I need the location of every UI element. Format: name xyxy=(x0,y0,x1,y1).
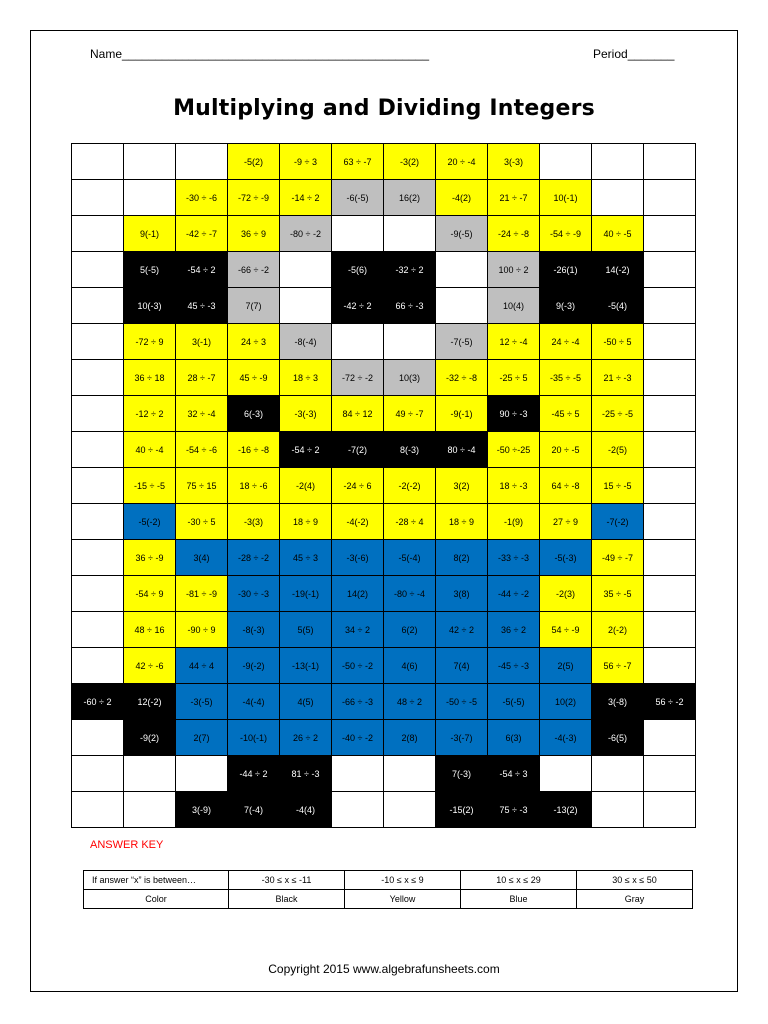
grid-cell: -2(4) xyxy=(280,468,332,504)
grid-cell: 2(5) xyxy=(540,648,592,684)
grid-cell: 14(-2) xyxy=(592,252,644,288)
grid-cell: -3(2) xyxy=(384,144,436,180)
grid-cell xyxy=(72,648,124,684)
grid-cell: -28 ÷ -2 xyxy=(228,540,280,576)
grid-cell: -50 ÷ -5 xyxy=(436,684,488,720)
grid-cell: 18 ÷ 9 xyxy=(436,504,488,540)
grid-cell: -60 ÷ 2 xyxy=(72,684,124,720)
grid-cell xyxy=(72,756,124,792)
grid-cell: 56 ÷ -2 xyxy=(644,684,696,720)
grid-cell: 49 ÷ -7 xyxy=(384,396,436,432)
grid-cell: 20 ÷ -5 xyxy=(540,432,592,468)
grid-cell: 26 ÷ 2 xyxy=(280,720,332,756)
answer-key-color-blue: Blue xyxy=(461,890,577,909)
grid-cell: 5(-5) xyxy=(124,252,176,288)
grid-cell xyxy=(592,180,644,216)
grid-cell xyxy=(384,792,436,828)
grid-cell xyxy=(72,216,124,252)
grid-cell: -80 ÷ -2 xyxy=(280,216,332,252)
period-field-label: Period_______ xyxy=(593,47,675,61)
grid-cell: -25 ÷ 5 xyxy=(488,360,540,396)
grid-cell: 36 ÷ 18 xyxy=(124,360,176,396)
grid-cell: -66 ÷ -2 xyxy=(228,252,280,288)
answer-key-range-header: If answer “x” is between… xyxy=(84,871,229,890)
grid-cell: 12(-2) xyxy=(124,684,176,720)
grid-cell: -35 ÷ -5 xyxy=(540,360,592,396)
grid-row xyxy=(72,144,696,180)
grid-cell: 3(-9) xyxy=(176,792,228,828)
grid-cell xyxy=(72,180,124,216)
grid-cell: 9(-1) xyxy=(124,216,176,252)
grid-cell xyxy=(644,432,696,468)
answer-key-color-yellow: Yellow xyxy=(345,890,461,909)
grid-cell: 36 ÷ -9 xyxy=(124,540,176,576)
grid-cell xyxy=(176,756,228,792)
grid-cell: 14(2) xyxy=(332,576,384,612)
grid-cell: 10(-1) xyxy=(540,180,592,216)
grid-cell: -4(4) xyxy=(280,792,332,828)
grid-cell: 4(5) xyxy=(280,684,332,720)
grid-cell: -44 ÷ -2 xyxy=(488,576,540,612)
grid-cell: 6(-3) xyxy=(228,396,280,432)
grid-cell xyxy=(72,540,124,576)
grid-row xyxy=(72,252,696,288)
answer-key-range-yellow: -10 ≤ x ≤ 9 xyxy=(345,871,461,890)
grid-cell xyxy=(124,144,176,180)
grid-cell: -28 ÷ 4 xyxy=(384,504,436,540)
grid-cell: -8(-4) xyxy=(280,324,332,360)
answer-key-range-row xyxy=(84,871,693,890)
grid-cell xyxy=(72,792,124,828)
grid-cell: -13(2) xyxy=(540,792,592,828)
grid-cell: -4(-2) xyxy=(332,504,384,540)
grid-cell: 18 ÷ 9 xyxy=(280,504,332,540)
grid-cell: 100 ÷ 2 xyxy=(488,252,540,288)
grid-cell: -7(2) xyxy=(332,432,384,468)
grid-cell xyxy=(72,504,124,540)
grid-cell xyxy=(644,252,696,288)
grid-cell: -7(-2) xyxy=(592,504,644,540)
answer-key-label: ANSWER KEY xyxy=(90,839,164,851)
grid-cell: 21 ÷ -7 xyxy=(488,180,540,216)
grid-row xyxy=(72,576,696,612)
grid-cell xyxy=(332,324,384,360)
grid-cell: -30 ÷ 5 xyxy=(176,504,228,540)
grid-cell: -54 ÷ 9 xyxy=(124,576,176,612)
grid-cell: -5(2) xyxy=(228,144,280,180)
grid-cell: 6(3) xyxy=(488,720,540,756)
grid-cell: -14 ÷ 2 xyxy=(280,180,332,216)
grid-cell: 6(2) xyxy=(384,612,436,648)
copyright-footer: Copyright 2015 www.algebrafunsheets.com xyxy=(268,962,500,976)
grid-cell: 18 ÷ 3 xyxy=(280,360,332,396)
grid-cell: -40 ÷ -2 xyxy=(332,720,384,756)
grid-cell: -50 ÷-25 xyxy=(488,432,540,468)
answer-key-color-row xyxy=(84,890,693,909)
grid-cell: 16(2) xyxy=(384,180,436,216)
grid-cell: -9(-1) xyxy=(436,396,488,432)
grid-cell: -49 ÷ -7 xyxy=(592,540,644,576)
grid-cell: 10(2) xyxy=(540,684,592,720)
grid-cell: 56 ÷ -7 xyxy=(592,648,644,684)
grid-cell xyxy=(592,756,644,792)
answer-key-range-gray: 30 ≤ x ≤ 50 xyxy=(577,871,693,890)
grid-cell: -54 ÷ 2 xyxy=(280,432,332,468)
grid-cell: 4(6) xyxy=(384,648,436,684)
grid-cell: -8(-3) xyxy=(228,612,280,648)
grid-cell: -25 ÷ -5 xyxy=(592,396,644,432)
grid-cell: -3(-6) xyxy=(332,540,384,576)
grid-cell: 2(7) xyxy=(176,720,228,756)
grid-cell: 45 ÷ -9 xyxy=(228,360,280,396)
grid-cell: -9 ÷ 3 xyxy=(280,144,332,180)
grid-cell: 15 ÷ -5 xyxy=(592,468,644,504)
grid-row xyxy=(72,504,696,540)
grid-cell: 3(8) xyxy=(436,576,488,612)
grid-cell: 20 ÷ -4 xyxy=(436,144,488,180)
grid-cell: -44 ÷ 2 xyxy=(228,756,280,792)
page-title: Multiplying and Dividing Integers xyxy=(173,96,595,121)
grid-cell: -5(-3) xyxy=(540,540,592,576)
grid-cell: -5(-5) xyxy=(488,684,540,720)
grid-cell: -50 ÷ -2 xyxy=(332,648,384,684)
grid-cell xyxy=(124,756,176,792)
grid-cell xyxy=(72,288,124,324)
grid-row xyxy=(72,540,696,576)
grid-cell xyxy=(644,216,696,252)
answer-key-range-blue: 10 ≤ x ≤ 29 xyxy=(461,871,577,890)
grid-cell: -66 ÷ -3 xyxy=(332,684,384,720)
grid-cell: -3(-7) xyxy=(436,720,488,756)
grid-cell xyxy=(72,576,124,612)
grid-cell: -30 ÷ -6 xyxy=(176,180,228,216)
grid-cell xyxy=(436,288,488,324)
grid-cell: -54 ÷ 3 xyxy=(488,756,540,792)
grid-cell: -9(2) xyxy=(124,720,176,756)
grid-cell: -5(4) xyxy=(592,288,644,324)
grid-cell: 75 ÷ 15 xyxy=(176,468,228,504)
grid-cell xyxy=(592,792,644,828)
grid-row xyxy=(72,468,696,504)
grid-cell: 7(-4) xyxy=(228,792,280,828)
answer-key-color-gray: Gray xyxy=(577,890,693,909)
grid-cell xyxy=(644,612,696,648)
grid-cell: -10(-1) xyxy=(228,720,280,756)
grid-cell xyxy=(332,216,384,252)
answer-key-table xyxy=(83,870,693,909)
grid-cell: 63 ÷ -7 xyxy=(332,144,384,180)
grid-cell: -24 ÷ -8 xyxy=(488,216,540,252)
grid-cell: 36 ÷ 2 xyxy=(488,612,540,648)
grid-cell: 5(5) xyxy=(280,612,332,648)
grid-cell: -30 ÷ -3 xyxy=(228,576,280,612)
grid-cell: 7(4) xyxy=(436,648,488,684)
grid-cell: 48 ÷ 16 xyxy=(124,612,176,648)
grid-cell xyxy=(280,288,332,324)
grid-row xyxy=(72,360,696,396)
grid-cell xyxy=(72,324,124,360)
grid-cell xyxy=(436,252,488,288)
grid-row xyxy=(72,216,696,252)
grid-cell: -24 ÷ 6 xyxy=(332,468,384,504)
grid-cell xyxy=(72,432,124,468)
grid-cell: 66 ÷ -3 xyxy=(384,288,436,324)
grid-cell xyxy=(176,144,228,180)
grid-cell: 40 ÷ -4 xyxy=(124,432,176,468)
grid-cell: 18 ÷ -6 xyxy=(228,468,280,504)
grid-cell: -9(-2) xyxy=(228,648,280,684)
grid-cell: -50 ÷ 5 xyxy=(592,324,644,360)
grid-cell: -4(-4) xyxy=(228,684,280,720)
grid-cell: 12 ÷ -4 xyxy=(488,324,540,360)
grid-cell: 21 ÷ -3 xyxy=(592,360,644,396)
grid-cell: 45 ÷ 3 xyxy=(280,540,332,576)
grid-cell: 24 ÷ -4 xyxy=(540,324,592,360)
grid-cell: -5(-4) xyxy=(384,540,436,576)
grid-cell: 24 ÷ 3 xyxy=(228,324,280,360)
grid-cell: -80 ÷ -4 xyxy=(384,576,436,612)
color-by-number-grid xyxy=(71,143,696,828)
grid-cell: -72 ÷ -2 xyxy=(332,360,384,396)
grid-cell: -5(6) xyxy=(332,252,384,288)
grid-row xyxy=(72,396,696,432)
grid-cell: -2(3) xyxy=(540,576,592,612)
grid-cell: 54 ÷ -9 xyxy=(540,612,592,648)
grid-cell: -2(5) xyxy=(592,432,644,468)
grid-cell xyxy=(644,396,696,432)
grid-cell: 7(-3) xyxy=(436,756,488,792)
grid-cell xyxy=(384,216,436,252)
grid-cell: 84 ÷ 12 xyxy=(332,396,384,432)
grid-row xyxy=(72,684,696,720)
grid-cell: 48 ÷ 2 xyxy=(384,684,436,720)
grid-cell: 3(-8) xyxy=(592,684,644,720)
grid-cell: -54 ÷ -6 xyxy=(176,432,228,468)
answer-key-color-header: Color xyxy=(84,890,229,909)
grid-row xyxy=(72,792,696,828)
grid-row xyxy=(72,324,696,360)
grid-cell xyxy=(540,756,592,792)
grid-cell: 75 ÷ -3 xyxy=(488,792,540,828)
grid-cell xyxy=(540,144,592,180)
grid-cell xyxy=(644,360,696,396)
grid-cell: 3(-3) xyxy=(488,144,540,180)
grid-cell: 32 ÷ -4 xyxy=(176,396,228,432)
grid-cell: 40 ÷ -5 xyxy=(592,216,644,252)
grid-row xyxy=(72,288,696,324)
grid-cell xyxy=(384,324,436,360)
grid-cell: 10(3) xyxy=(384,360,436,396)
grid-cell: 90 ÷ -3 xyxy=(488,396,540,432)
grid-cell xyxy=(72,144,124,180)
answer-key-range-black: -30 ≤ x ≤ -11 xyxy=(229,871,345,890)
grid-cell: -72 ÷ 9 xyxy=(124,324,176,360)
grid-cell: -32 ÷ -8 xyxy=(436,360,488,396)
grid-cell: -9(-5) xyxy=(436,216,488,252)
grid-cell: -15 ÷ -5 xyxy=(124,468,176,504)
grid-cell xyxy=(644,288,696,324)
grid-cell xyxy=(644,324,696,360)
grid-cell: 2(-2) xyxy=(592,612,644,648)
grid-row xyxy=(72,612,696,648)
grid-cell: 80 ÷ -4 xyxy=(436,432,488,468)
grid-cell: 35 ÷ -5 xyxy=(592,576,644,612)
grid-cell: -7(-5) xyxy=(436,324,488,360)
grid-cell: -15(2) xyxy=(436,792,488,828)
grid-cell xyxy=(72,612,124,648)
grid-row xyxy=(72,432,696,468)
grid-cell: -81 ÷ -9 xyxy=(176,576,228,612)
grid-cell: -3(-3) xyxy=(280,396,332,432)
grid-cell xyxy=(72,252,124,288)
grid-cell: 81 ÷ -3 xyxy=(280,756,332,792)
grid-cell: 8(2) xyxy=(436,540,488,576)
grid-cell: -6(5) xyxy=(592,720,644,756)
grid-cell: -12 ÷ 2 xyxy=(124,396,176,432)
grid-cell xyxy=(72,396,124,432)
grid-cell: 36 ÷ 9 xyxy=(228,216,280,252)
grid-cell xyxy=(644,468,696,504)
grid-cell: 44 ÷ 4 xyxy=(176,648,228,684)
grid-cell: -42 ÷ -7 xyxy=(176,216,228,252)
grid-cell xyxy=(72,360,124,396)
grid-cell: -16 ÷ -8 xyxy=(228,432,280,468)
grid-cell: 10(4) xyxy=(488,288,540,324)
grid-cell: 34 ÷ 2 xyxy=(332,612,384,648)
grid-cell xyxy=(644,792,696,828)
grid-cell: -5(-2) xyxy=(124,504,176,540)
grid-cell: 42 ÷ -6 xyxy=(124,648,176,684)
grid-cell xyxy=(332,792,384,828)
grid-cell xyxy=(124,180,176,216)
grid-cell: 8(-3) xyxy=(384,432,436,468)
grid-cell: -54 ÷ -9 xyxy=(540,216,592,252)
grid-cell: 64 ÷ -8 xyxy=(540,468,592,504)
grid-cell xyxy=(644,648,696,684)
grid-cell: -90 ÷ 9 xyxy=(176,612,228,648)
grid-cell: -45 ÷ 5 xyxy=(540,396,592,432)
grid-cell: -3(-5) xyxy=(176,684,228,720)
grid-cell xyxy=(280,252,332,288)
grid-cell: 7(7) xyxy=(228,288,280,324)
grid-cell xyxy=(592,144,644,180)
grid-cell xyxy=(644,180,696,216)
grid-cell: -54 ÷ 2 xyxy=(176,252,228,288)
grid-cell: -19(-1) xyxy=(280,576,332,612)
grid-cell: -1(9) xyxy=(488,504,540,540)
grid-cell: -4(2) xyxy=(436,180,488,216)
grid-cell xyxy=(384,756,436,792)
grid-cell xyxy=(644,756,696,792)
grid-row xyxy=(72,756,696,792)
grid-cell: -33 ÷ -3 xyxy=(488,540,540,576)
grid-cell: -72 ÷ -9 xyxy=(228,180,280,216)
grid-cell xyxy=(332,756,384,792)
grid-cell: 42 ÷ 2 xyxy=(436,612,488,648)
grid-cell xyxy=(72,720,124,756)
grid-cell xyxy=(644,576,696,612)
grid-cell xyxy=(644,504,696,540)
grid-cell: 28 ÷ -7 xyxy=(176,360,228,396)
grid-cell: 3(2) xyxy=(436,468,488,504)
grid-cell: -2(-2) xyxy=(384,468,436,504)
grid-row xyxy=(72,720,696,756)
grid-cell: -26(1) xyxy=(540,252,592,288)
grid-cell: 2(8) xyxy=(384,720,436,756)
grid-cell: 9(-3) xyxy=(540,288,592,324)
grid-cell xyxy=(644,720,696,756)
grid-cell: -13(-1) xyxy=(280,648,332,684)
grid-cell: -42 ÷ 2 xyxy=(332,288,384,324)
grid-cell: 10(-3) xyxy=(124,288,176,324)
grid-cell xyxy=(644,144,696,180)
grid-cell: -32 ÷ 2 xyxy=(384,252,436,288)
grid-cell: 27 ÷ 9 xyxy=(540,504,592,540)
grid-cell: 18 ÷ -3 xyxy=(488,468,540,504)
grid-cell: -4(-3) xyxy=(540,720,592,756)
grid-cell: -3(3) xyxy=(228,504,280,540)
name-field-label: Name______________________________________________ xyxy=(90,47,430,61)
grid-row xyxy=(72,180,696,216)
grid-cell: 45 ÷ -3 xyxy=(176,288,228,324)
grid-cell: -6(-5) xyxy=(332,180,384,216)
grid-cell: 3(-1) xyxy=(176,324,228,360)
grid-cell: -45 ÷ -3 xyxy=(488,648,540,684)
grid-row xyxy=(72,648,696,684)
grid-cell: 3(4) xyxy=(176,540,228,576)
grid-cell xyxy=(72,468,124,504)
grid-cell xyxy=(644,540,696,576)
answer-key-color-black: Black xyxy=(229,890,345,909)
grid-cell xyxy=(124,792,176,828)
